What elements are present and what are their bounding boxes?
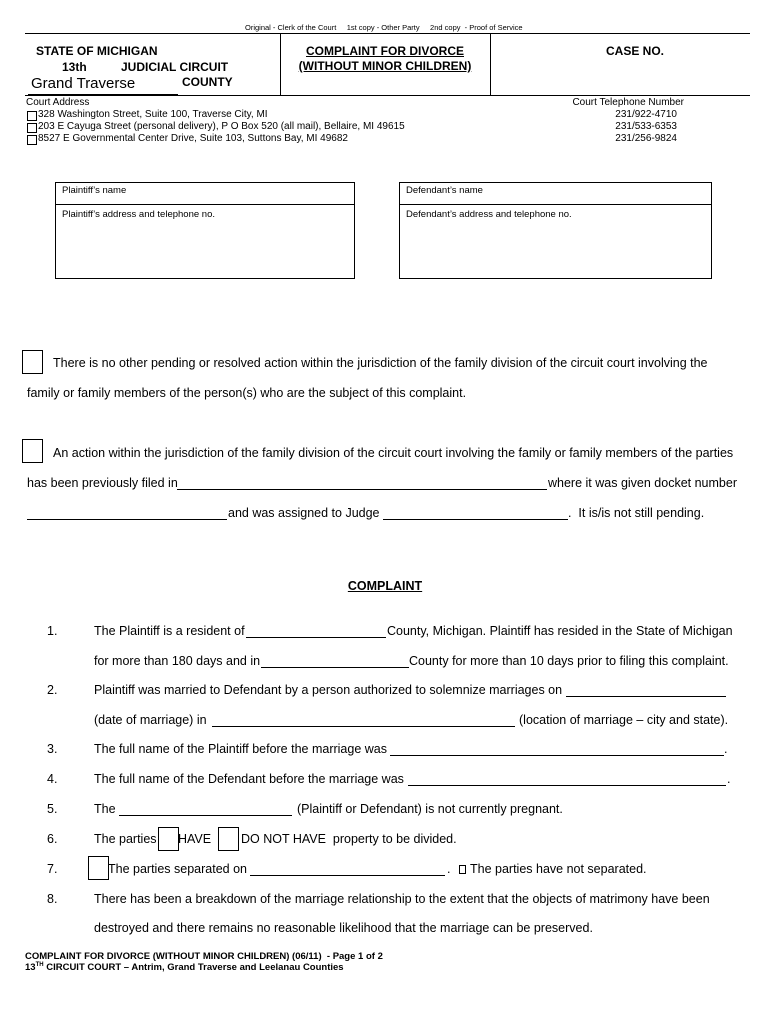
item-2-number: 2. [47, 683, 58, 697]
item-5-text-b: (Plaintiff or Defendant) is not currently pregnant. [297, 802, 563, 816]
item-4-text: The full name of the Defendant before the marriage was [94, 772, 404, 786]
item-4-number: 4. [47, 772, 58, 786]
separated-checkbox[interactable] [88, 856, 109, 880]
court-address-label: Court Address [26, 97, 90, 108]
marriage-location-field[interactable] [212, 726, 515, 727]
item-5-number: 5. [47, 802, 58, 816]
item-2-text-c: (location of marriage – city and state). [519, 713, 729, 727]
item-7-number: 7. [47, 862, 58, 876]
copy-distribution-note: Original - Clerk of the Court 1st copy - Other Party 2nd copy - Proof of Service [245, 23, 523, 32]
plaintiff-address-label: Plaintiff’s address and telephone no. [62, 209, 215, 220]
item-6-have-label: HAVE [178, 832, 212, 846]
address-traverse-city: 328 Washington Street, Suite 100, Traverse City, MI [38, 109, 268, 120]
item-6-text-a: The parties [94, 832, 157, 846]
prior-action-docket-label: where it was given docket number [548, 476, 737, 490]
item-8-text-b: destroyed and there remains no reasonable likelihood that the marriage can be preserved. [94, 921, 593, 935]
item-6-number: 6. [47, 832, 58, 846]
county-underline [28, 94, 178, 95]
defendant-box-divider [399, 204, 712, 205]
item-2-text-a: Plaintiff was married to Defendant by a person authorized to solemnize marriages on [94, 683, 563, 697]
court-phone-3: 231/256-9824 [615, 133, 677, 144]
plaintiff-premarital-name-field[interactable] [390, 755, 724, 756]
item-6-do-not-have-label: DO NOT HAVE property to be divided. [241, 832, 457, 846]
court-phone-label: Court Telephone Number [572, 97, 684, 108]
county-residence-field[interactable] [261, 667, 409, 668]
county-name-field[interactable]: Grand Traverse [31, 75, 136, 92]
item-7-text-a: The parties separated on [108, 862, 247, 876]
plaintiff-box-divider [55, 204, 355, 205]
judge-name-field[interactable] [383, 519, 568, 520]
circuit-label: JUDICIAL CIRCUIT [121, 60, 229, 74]
item-7-period: . [447, 862, 451, 876]
address-checkbox-suttons-bay[interactable] [27, 135, 37, 145]
item-1-text-d: County for more than 10 days prior to filing this complaint. [409, 654, 729, 668]
plaintiff-residence-county-field[interactable] [246, 637, 386, 638]
item-7-text-c: The parties have not separated. [470, 862, 647, 876]
footer-court-number: 13 [25, 962, 36, 974]
defendant-address-label: Defendant’s address and telephone no. [406, 209, 572, 220]
no-pending-action-text-1: There is no other pending or resolved action within the jurisdiction of the family division of the circuit court involving the [53, 356, 708, 370]
header-bottom-rule [25, 95, 750, 96]
form-title-line1: COMPLAINT FOR DIVORCE [306, 44, 464, 58]
item-8-number: 8. [47, 892, 58, 906]
state-label: STATE OF MICHIGAN [36, 44, 158, 58]
defendant-name-label: Defendant’s name [406, 185, 483, 196]
address-bellaire: 203 E Cayuga Street (personal delivery), P O Box 520 (all mail), Bellaire, MI 49615 [38, 121, 405, 132]
court-phone-2: 231/533-6353 [615, 121, 677, 132]
prior-court-field[interactable] [177, 489, 547, 490]
prior-action-text-1: An action within the jurisdiction of the family division of the circuit court involving the family or family members of the parties [53, 446, 734, 460]
address-checkbox-bellaire[interactable] [27, 123, 37, 133]
footer-court [25, 962, 344, 973]
header-divider-right [490, 33, 491, 95]
item-3-period: . [724, 742, 728, 756]
complaint-heading: COMPLAINT [347, 579, 423, 593]
circuit-number: 13th [62, 60, 87, 74]
header-top-rule [25, 33, 750, 34]
footer-court-counties: CIRCUIT COURT – Antrim, Grand Traverse and Leelanau Counties [43, 962, 344, 974]
prior-action-checkbox[interactable] [22, 439, 43, 463]
prior-action-judge-label: and was assigned to Judge [228, 506, 380, 520]
plaintiff-name-label: Plaintiff’s name [62, 185, 127, 196]
item-1-number: 1. [47, 624, 58, 638]
marriage-date-field[interactable] [566, 696, 726, 697]
footer-court-suffix: TH [35, 962, 44, 968]
item-3-text: The full name of the Plaintiff before the marriage was [94, 742, 387, 756]
item-3-number: 3. [47, 742, 58, 756]
pregnancy-party-field[interactable] [119, 815, 292, 816]
address-checkbox-traverse-city[interactable] [27, 111, 37, 121]
defendant-premarital-name-field[interactable] [408, 785, 726, 786]
item-1-text-b: County, Michigan. Plaintiff has resided in the State of Michigan [387, 624, 733, 638]
county-label: COUNTY [182, 75, 233, 89]
item-8-text-a: There has been a breakdown of the marriage relationship to the extent that the objects of matrimony have been [94, 892, 710, 906]
court-phone-1: 231/922-4710 [615, 109, 677, 120]
plaintiff-box [55, 182, 355, 279]
item-4-period: . [727, 772, 731, 786]
footer-form-id: COMPLAINT FOR DIVORCE (WITHOUT MINOR CHILDREN) (06/11) - Page 1 of 2 [25, 951, 383, 962]
form-title-line2: (WITHOUT MINOR CHILDREN) [298, 59, 472, 73]
item-2-text-b: (date of marriage) in [94, 713, 207, 727]
no-property-checkbox[interactable] [218, 827, 239, 851]
defendant-box [399, 182, 712, 279]
prior-action-filed-label: has been previously filed in [27, 476, 178, 490]
not-separated-checkbox[interactable] [459, 865, 466, 874]
case-no-label: CASE NO. [606, 44, 665, 58]
no-pending-action-checkbox[interactable] [22, 350, 43, 374]
item-1-text-c: for more than 180 days and in [94, 654, 261, 668]
item-1-text-a: The Plaintiff is a resident of [94, 624, 245, 638]
address-suttons-bay: 8527 E Governmental Center Drive, Suite 103, Suttons Bay, MI 49682 [38, 133, 348, 144]
prior-action-pending-label: . It is/is not still pending. [568, 506, 705, 520]
item-5-text-a: The [94, 802, 116, 816]
separation-date-field[interactable] [250, 875, 445, 876]
have-property-checkbox[interactable] [158, 827, 179, 851]
docket-number-field[interactable] [27, 519, 227, 520]
no-pending-action-text-2: family or family members of the person(s) who are the subject of this complaint. [27, 386, 467, 400]
